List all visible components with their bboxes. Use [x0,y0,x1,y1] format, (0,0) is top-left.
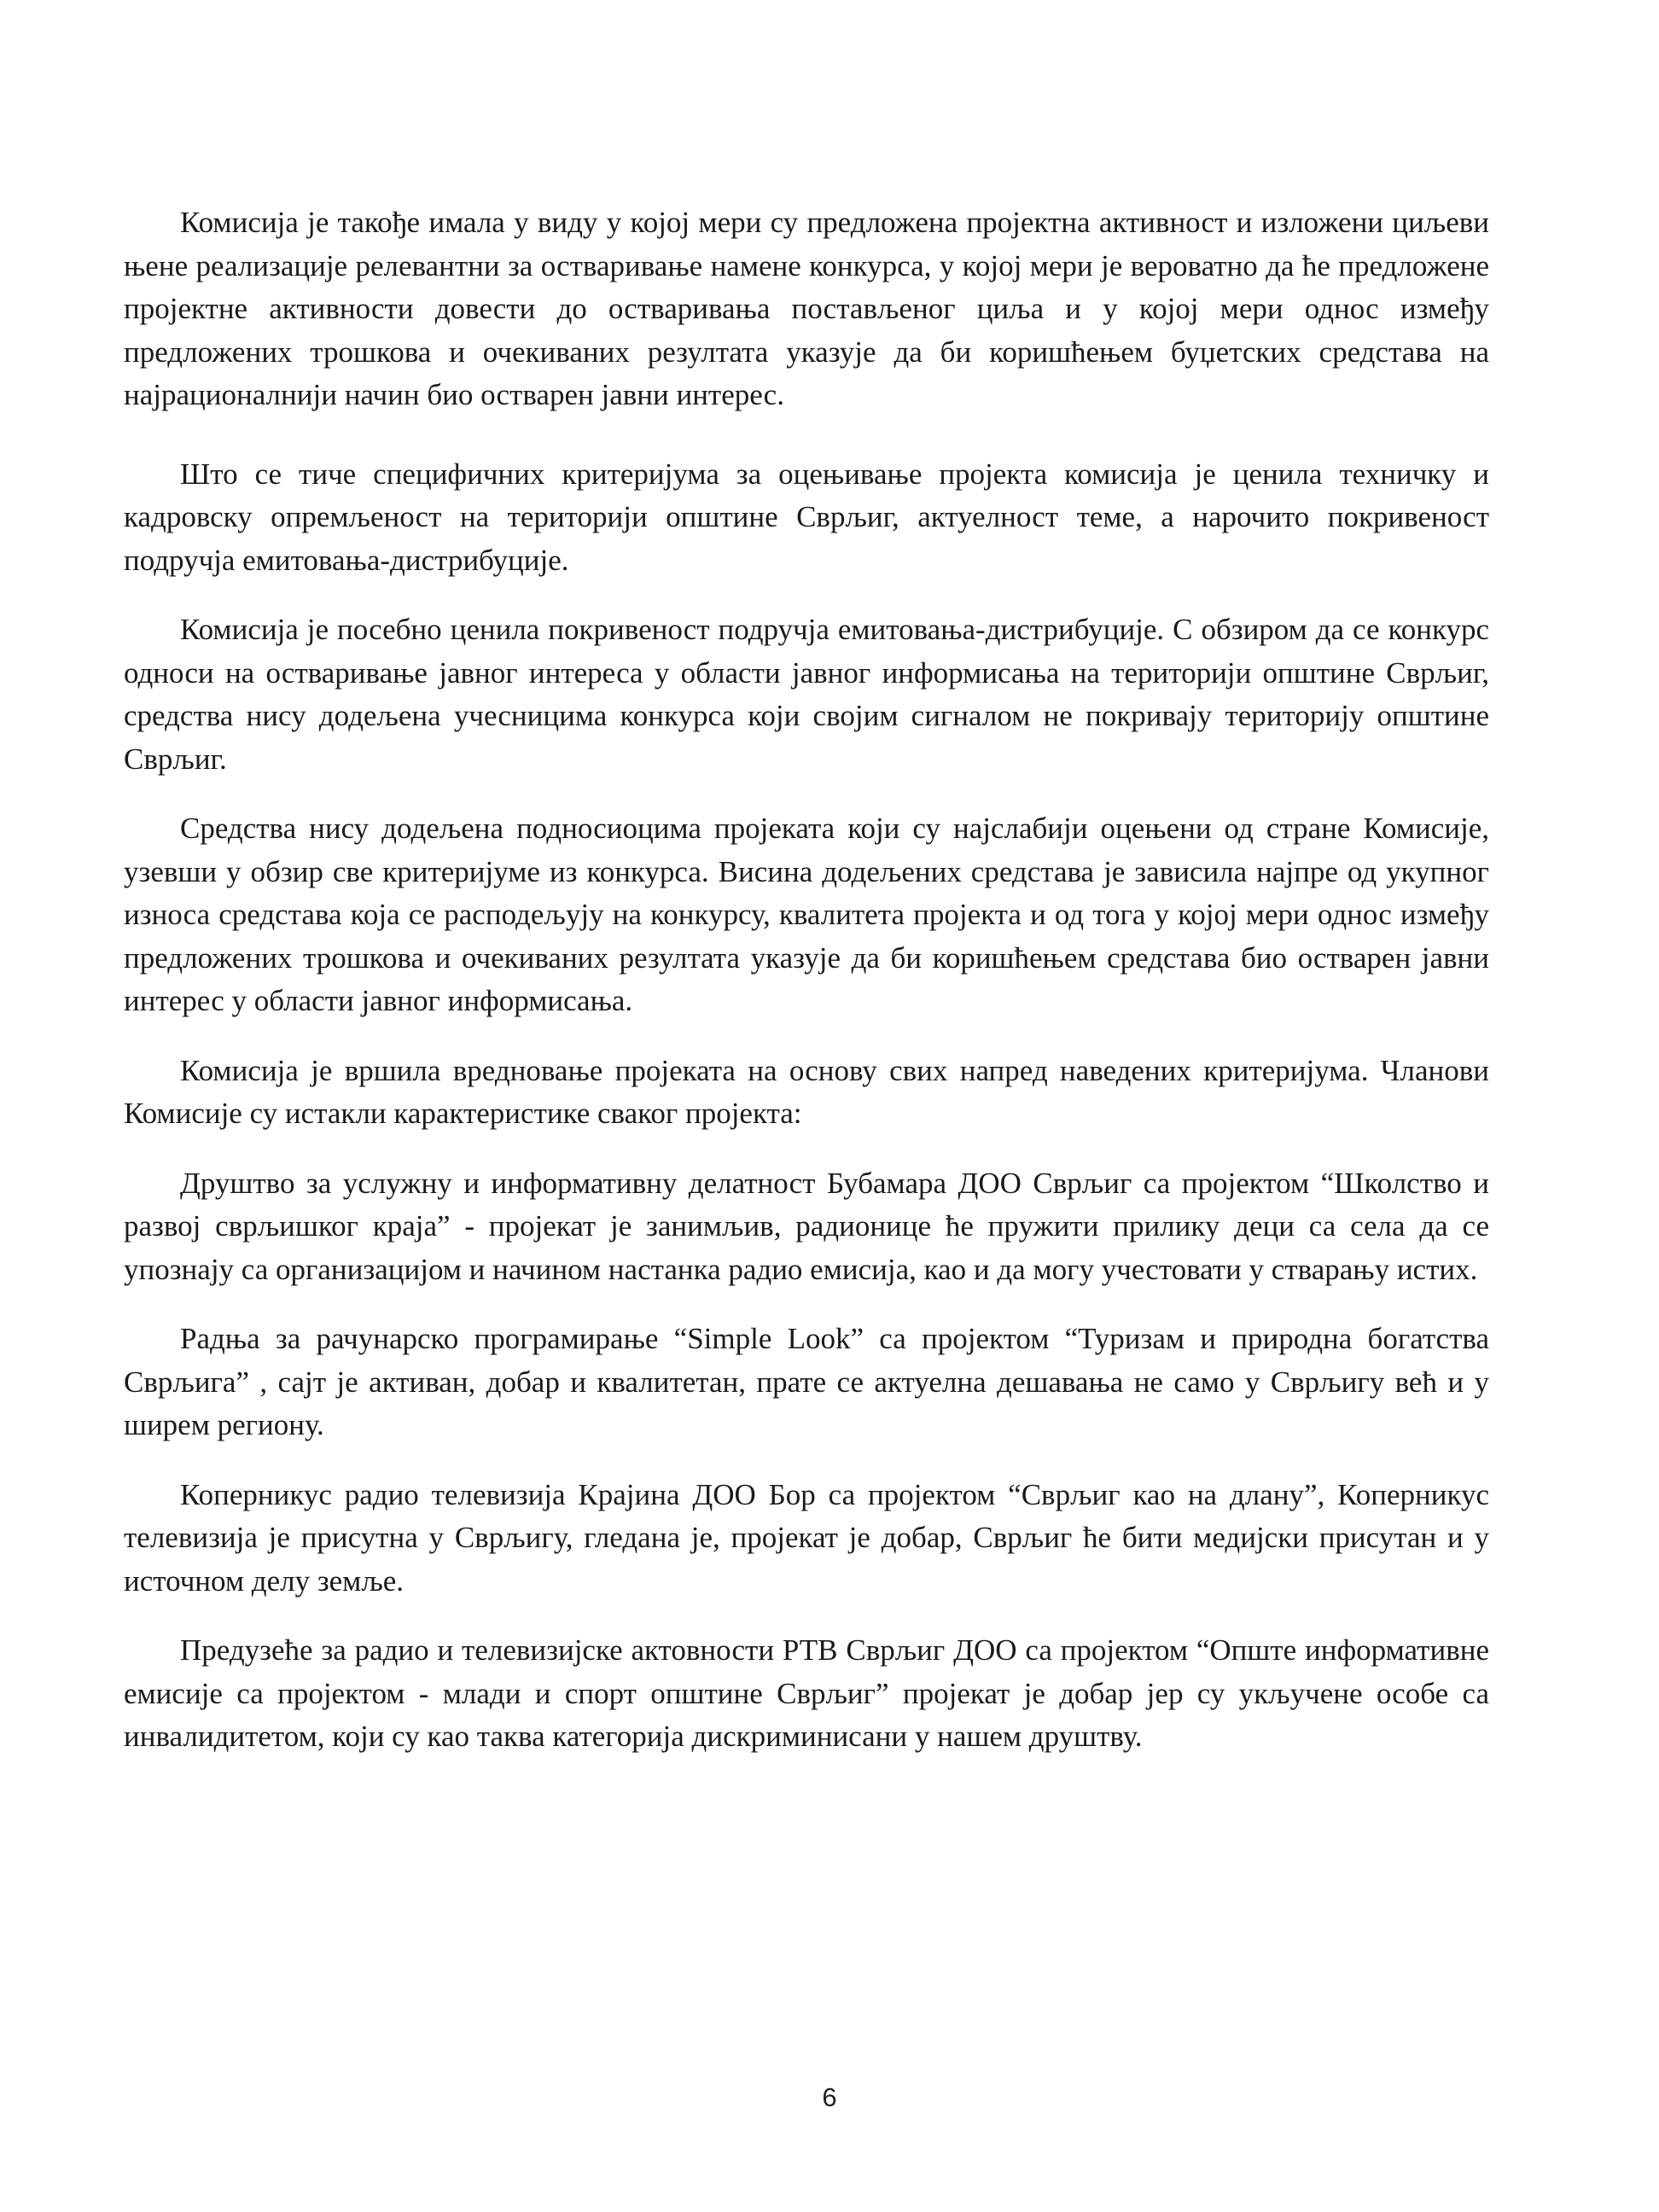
paragraph-project-bubamara: Друштво за услужну и информативну делатност Бубамара ДОО Сврљиг са пројектом “Школство и развој сврљишког краја” - пројекат је занимљив, радионице ће пружити прилику деци са села да се упознају са организацијом и начином настанка радио емисија, као и да могу учестовати у стварању истих. [124,1166,1489,1286]
paragraph-project-evaluation: Комисија је вршила вредновање пројеката на основу свих напред наведених критеријума. Чланови Комисије су истакли карактеристике сваког пројекта: [124,1053,1489,1130]
paragraph-coverage: Комисија је посебно ценила покривеност подручја емитовања-дистрибуције. С обзиром да се конкурс односи на остваривање јавног интереса у области јавног информисања на територији општине Сврљиг, средства нису додељена учесницима конкурса који својим сигналом не покривају територију општине Сврљиг. [124,613,1489,776]
paragraph-commission-considerations: Комисија је такође имала у виду у којој мери су предложена пројектна активност и изложени циљеви њене реализације релевантни за остваривање намене конкурса, у којој мери је вероватно да ће предложене пројектне активности довести до остваривања постављеног циља и у којој мери однос између предложених трошкова и очекиваних резултата указује да би коришћењем буџетских средстава на најрационалнији начин био остварен јавни интерес. [124,206,1489,411]
paragraph-project-rtv-svrljig: Предузеће за радио и телевизијске актовности РТВ Сврљиг ДОО са пројектом “Опште информативне емисије са пројектом - млади и спорт општине Сврљиг” пројекат је добар јер су укључене особе са инвалидитетом, који су као таква категорија дискриминисани у нашем друштву. [124,1633,1489,1753]
paragraph-funds-allocation: Средства нису додељена подносиоцима пројеката који су најслабији оцењени од стране Комисије, узевши у обзир све критеријуме из конкурса. Висина додељених средстава је зависила најпре од укупног износа средстава која се расподељују на конкурсу, квалитета пројекта и од тога у којој мери однос између предложених трошкова и очекиваних резултата указује да би коришћењем средстава био остварен јавни интерес у области јавног информисања. [124,812,1489,1017]
paragraph-project-simple-look: Радња за рачунарско програмирање “Simple Look” са пројектом “Туризам и природна богатства Сврљига” , сајт је активан, добар и квалитетан, прате се актуелна дешавања не само у Сврљигу већ и у ширем региону. [124,1322,1489,1441]
page-number: 6 [822,2082,837,2112]
paragraph-specific-criteria: Што се тиче специфичних критеријума за оцењивање пројекта комисија је ценила техничку и кадровску опремљеност на територији општине Сврљиг, актуелност теме, а нарочито покривеност подручја емитовања-дистрибуције. [124,457,1489,577]
document-body [124,201,1489,1785]
paragraph-project-kopernikus: Коперникус радио телевизија Крајина ДОО Бор са пројектом “Сврљиг као на длану”, Коперникус телевизија је присутна у Сврљигу, гледана је, пројекат је добар, Сврљиг ће бити медијски присутан и у источном делу земље. [124,1477,1489,1598]
